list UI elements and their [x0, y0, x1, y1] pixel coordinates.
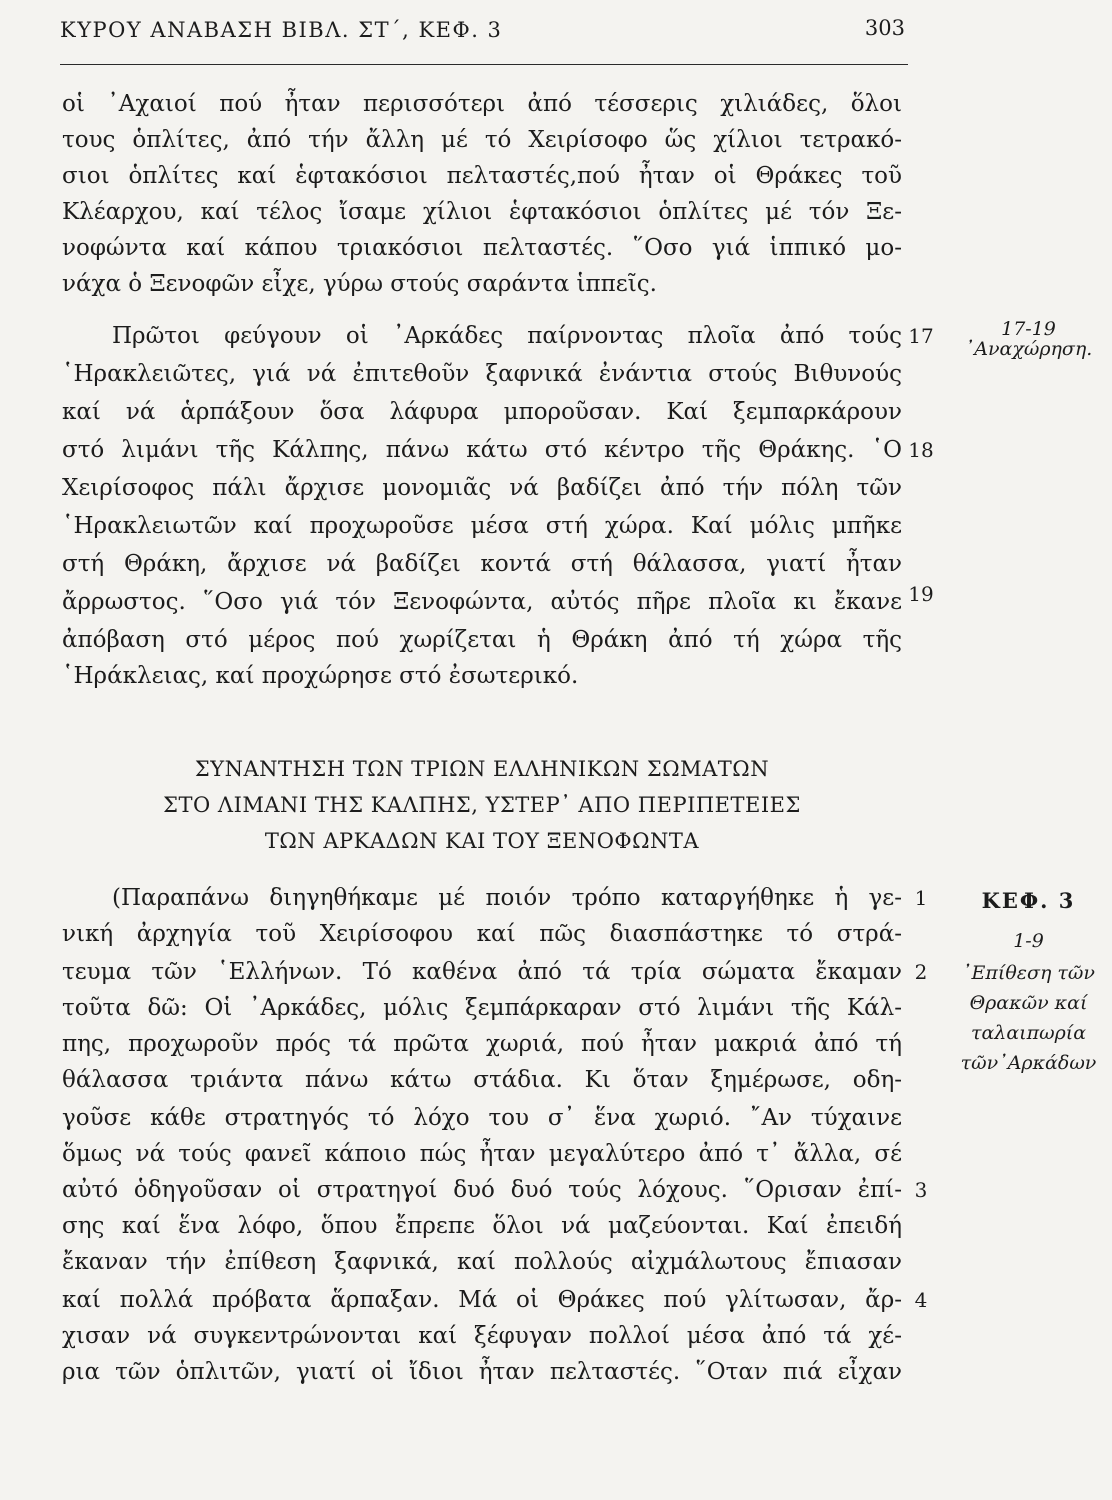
text-line: θάλασσα τριάντα πάνω κάτω στάδια. Κι ὅταν ξημέρωσε, οδη- [62, 1067, 902, 1093]
section-heading-line: ΤΩΝ ΑΡΚΑΔΩΝ ΚΑΙ ΤΟΥ ΞΕΝΟΦΩΝΤΑ [264, 829, 700, 853]
section-heading-line: ΣΥΝΑΝΤΗΣΗ ΤΩΝ ΤΡΙΩΝ ΕΛΛΗΝΙΚΩΝ ΣΩΜΑΤΩΝ [194, 757, 770, 781]
section-number: 1 [914, 886, 928, 910]
text-line: Κλέαρχου, καί τέλος ἴσαμε χίλιοι ἑφτακόσιοι ὁπλίτες μέ τόν Ξε- [62, 199, 902, 225]
text-line: τοῦτα δῶ: Οἱ ᾿Αρκάδες, μόλις ξεμπάρκαραν στό λιμάνι τῆς Κάλ- [62, 995, 902, 1021]
text-line: (Παραπάνω διηγηθήκαμε μέ ποιόν τρόπο καταργήθηκε ἡ γε- [112, 885, 902, 911]
text-line: πης, προχωροῦν πρός τά πρῶτα χωριά, πού ἦταν μακριά ἀπό τή [62, 1031, 902, 1057]
text-line: ἀπόβαση στό μέρος πού χωρίζεται ἡ Θράκη ἀπό τή χώρα τῆς [62, 627, 902, 653]
margin-note-line: Θρακῶν καί [969, 992, 1088, 1014]
text-line: ἄρρωστος. ῞Οσο γιά τόν Ξενοφώντα, αὐτός πῆρε πλοῖα κι ἔκανε [62, 589, 902, 615]
text-line: σης καί ἕνα λόφο, ὅπου ἔπρεπε ὅλοι νά μαζεύονται. Καί ἐπειδή [62, 1213, 902, 1239]
text-line: γοῦσε κάθε στρατηγός τό λόχο του σ᾿ ἕνα χωριό. ῎Αν τύχαινε [62, 1105, 902, 1131]
text-line: οἱ ᾿Αχαιοί πού ἦταν περισσότερι ἀπό τέσσερις χιλιάδες, ὅλοι [62, 91, 902, 117]
section-number: 17 [908, 324, 934, 348]
section-number: 2 [914, 960, 928, 984]
text-line: ῾Ηράκλειας, καί προχώρησε στό ἐσωτερικό. [62, 663, 579, 689]
text-line: νοφώντα καί κάπου τριακόσιοι πελταστές. ῞Οσο γιά ἱππικό μο- [62, 235, 902, 261]
margin-note-line: ᾿Επίθεση τῶν [962, 962, 1095, 984]
text-line: ῾Ηρακλειῶτες, γιά νά ἐπιτεθοῦν ξαφνικά ἐνάντια στούς Βιθυνούς [62, 361, 902, 387]
text-line: Χειρίσοφος πάλι ἄρχισε μονομιᾶς νά βαδίζει ἀπό τήν πόλη τῶν [62, 475, 902, 501]
text-line: στή Θράκη, ἄρχισε νά βαδίζει κοντά στή θάλασσα, γιατί ἦταν [62, 551, 902, 577]
chapter-label: ΚΕΦ. 3 [981, 888, 1076, 913]
page-number: 303 [864, 16, 905, 40]
text-line: ἔκαναν τήν ἐπίθεση ξαφνικά, καί πολλούς αἰχμάλωτους ἔπιασαν [62, 1249, 902, 1275]
section-number: 4 [914, 1288, 928, 1312]
text-line: νάχα ὁ Ξενοφῶν εἶχε, γύρω στούς σαράντα ἱππεῖς. [62, 271, 657, 297]
running-title: ΚΥΡΟΥ ΑΝΑΒΑΣΗ ΒΙΒΛ. ΣΤ΄, ΚΕΦ. 3 [60, 18, 503, 42]
section-number: 3 [914, 1178, 928, 1202]
text-line: καί πολλά πρόβατα ἅρπαξαν. Μά οἱ Θράκες πού γλίτωσαν, ἄρ- [62, 1287, 902, 1313]
margin-note-line: τῶν᾿Αρκάδων [960, 1052, 1097, 1074]
section-heading-line: ΣΤΟ ΛΙΜΑΝΙ ΤΗΣ ΚΑΛΠΗΣ, ΥΣΤΕΡ᾿ ΑΠΟ ΠΕΡΙΠΕΤΕΙΕΣ [163, 793, 801, 817]
header-rule [60, 64, 908, 65]
text-line: αὐτό ὁδηγοῦσαν οἱ στρατηγοί δυό δυό τούς λόχους. ῞Ορισαν ἐπί- [62, 1177, 902, 1203]
text-line: ρια τῶν ὁπλιτῶν, γιατί οἱ ἴδιοι ἦταν πελταστές. ῞Οταν πιά εἶχαν [62, 1359, 902, 1385]
text-line: στό λιμάνι τῆς Κάλπης, πάνω κάτω στό κέντρο τῆς Θράκης. ῾Ο [62, 437, 902, 463]
margin-note-title-text: ᾿Αναχώρηση. [964, 338, 1093, 360]
text-line: Πρῶτοι φεύγουν οἱ ᾿Αρκάδες παίρνοντας πλοῖα ἀπό τούς [112, 323, 902, 349]
text-line: τευμα τῶν ῾Ελλήνων. Τό καθένα ἀπό τά τρία σώματα ἔκαμαν [62, 959, 902, 985]
text-line: ὅμως νά τούς φανεῖ κάποιο πώς ἦταν μεγαλύτερο ἀπό τ᾿ ἄλλα, σέ [62, 1141, 902, 1167]
text-line: τους ὁπλίτες, ἀπό τήν ἄλλη μέ τό Χειρίσοφο ὥς χίλιοι τετρακό- [62, 127, 902, 153]
margin-note-line: ταλαιπωρία [970, 1022, 1087, 1044]
margin-note-range: 1-9 [1013, 930, 1044, 952]
text-line: ῾Ηρακλειωτῶν καί προχωροῦσε μέσα στή χώρα. Καί μόλις μπῆκε [62, 513, 902, 539]
section-number: 18 [908, 438, 934, 462]
text-line: καί νά ἁρπάξουν ὅσα λάφυρα μποροῦσαν. Καί ξεμπαρκάρουν [62, 399, 902, 425]
text-line: νική ἀρχηγία τοῦ Χειρίσοφου καί πῶς διασπάστηκε τό στρά- [62, 921, 902, 947]
margin-note-range: 17-19 [1001, 318, 1056, 340]
running-head [60, 16, 905, 56]
text-line: χισαν νά συγκεντρώνονται καί ξέφυγαν πολλοί μέσα ἀπό τά χέ- [62, 1323, 902, 1349]
text-line: σιοι ὁπλίτες καί ἑφτακόσιοι πελταστές,πού ἦταν οἱ Θράκες τοῦ [62, 163, 902, 189]
section-number: 19 [908, 582, 934, 606]
